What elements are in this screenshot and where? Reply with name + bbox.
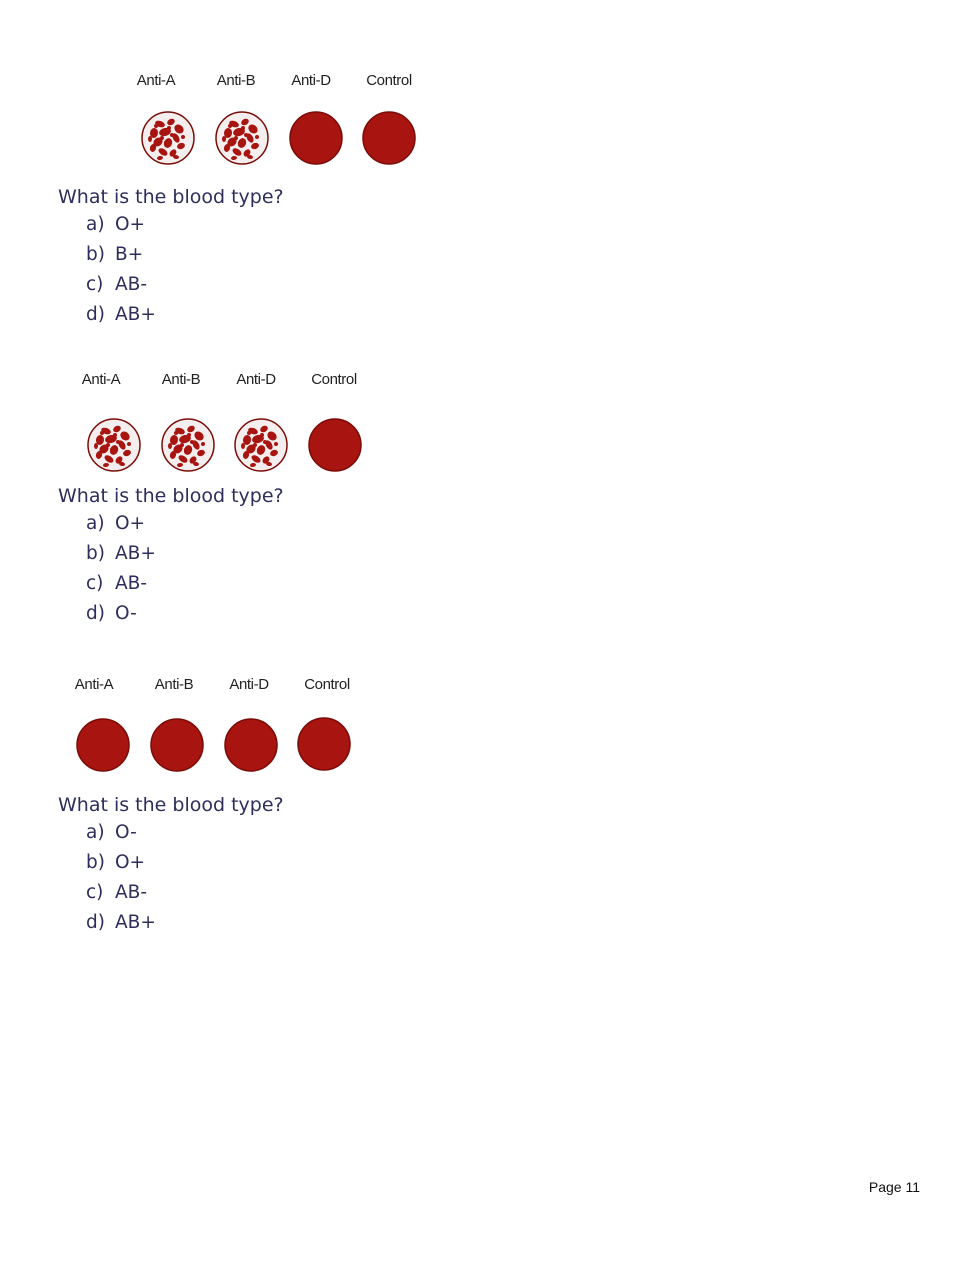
red-cell-clump: [148, 136, 152, 142]
red-cell-clump: [222, 136, 226, 142]
well-drop: [151, 719, 203, 771]
label-control: Control: [366, 72, 412, 89]
red-cell-clump: [94, 443, 98, 449]
agglutinated-well: [214, 110, 270, 166]
option-b[interactable]: b) O+: [86, 852, 146, 873]
question-text: What is the blood type?: [58, 485, 284, 507]
red-cell-clump: [174, 431, 178, 435]
well-anti-a: [140, 110, 196, 166]
blood-typing-card-1: [119, 72, 439, 192]
option-a[interactable]: a) O+: [86, 513, 146, 534]
label-anti-d: Anti-D: [229, 676, 269, 693]
option-b[interactable]: b) B+: [86, 244, 144, 265]
red-cell-clump: [260, 433, 264, 437]
label-control: Control: [311, 371, 357, 388]
red-cell-clump: [201, 442, 205, 446]
label-anti-b: Anti-B: [216, 72, 256, 89]
red-cell-clump: [181, 135, 185, 139]
red-cell-clump: [253, 443, 257, 447]
agglutinated-well: [140, 110, 196, 166]
well-drop: [309, 419, 361, 471]
well-anti-d: [288, 110, 344, 166]
solid-blood-well: [288, 110, 344, 166]
well-anti-d: [223, 717, 279, 773]
red-cell-clump: [247, 431, 251, 435]
agglutinated-well: [160, 417, 216, 473]
label-anti-b: Anti-B: [161, 371, 201, 388]
answer-options: [86, 818, 156, 938]
well-anti-b: [160, 417, 216, 473]
blood-typing-card-2: [64, 371, 384, 491]
well-anti-d: [233, 417, 289, 473]
red-cell-clump: [241, 443, 245, 449]
label-anti-d: Anti-D: [291, 72, 331, 89]
well-drop: [77, 719, 129, 771]
label-anti-a: Anti-A: [81, 371, 121, 388]
well-drop: [225, 719, 277, 771]
option-d[interactable]: d) AB+: [86, 304, 156, 325]
page-number: Page 11: [868, 1179, 920, 1195]
red-cell-clump: [170, 133, 174, 137]
option-a[interactable]: a) O-: [86, 822, 137, 843]
red-cell-clump: [241, 126, 245, 130]
option-b[interactable]: b) AB+: [86, 543, 156, 564]
red-cell-clump: [116, 440, 120, 444]
red-cell-clump: [180, 443, 184, 447]
red-cell-clump: [100, 431, 104, 435]
well-anti-a: [75, 717, 131, 773]
red-cell-clump: [167, 126, 171, 130]
red-cell-clump: [106, 443, 110, 447]
question-text: What is the blood type?: [58, 186, 284, 208]
red-cell-clump: [168, 443, 172, 449]
well-anti-b: [149, 717, 205, 773]
red-cell-clump: [127, 442, 131, 446]
well-drop: [363, 112, 415, 164]
red-cell-clump: [274, 442, 278, 446]
solid-blood-well: [307, 417, 363, 473]
solid-blood-well: [223, 717, 279, 773]
answer-options: [86, 509, 156, 629]
well-anti-a: [86, 417, 142, 473]
answer-options: [86, 210, 156, 330]
red-cell-clump: [113, 433, 117, 437]
red-cell-clump: [263, 440, 267, 444]
red-cell-clump: [228, 124, 232, 128]
well-control: [307, 417, 363, 473]
option-d[interactable]: d) O-: [86, 603, 137, 624]
option-c[interactable]: c) AB-: [86, 882, 148, 903]
well-anti-b: [214, 110, 270, 166]
solid-blood-well: [361, 110, 417, 166]
label-anti-b: Anti-B: [154, 676, 194, 693]
well-drop: [298, 718, 350, 770]
red-cell-clump: [255, 135, 259, 139]
label-anti-d: Anti-D: [236, 371, 276, 388]
well-control: [296, 716, 352, 772]
red-cell-clump: [244, 133, 248, 137]
red-cell-clump: [234, 136, 238, 140]
solid-blood-well: [296, 716, 352, 772]
red-cell-clump: [154, 124, 158, 128]
option-a[interactable]: a) O+: [86, 214, 146, 235]
well-drop: [290, 112, 342, 164]
red-cell-clump: [187, 433, 191, 437]
label-anti-a: Anti-A: [136, 72, 176, 89]
question-text: What is the blood type?: [58, 794, 284, 816]
label-control: Control: [304, 676, 350, 693]
well-control: [361, 110, 417, 166]
red-cell-clump: [190, 440, 194, 444]
option-c[interactable]: c) AB-: [86, 573, 148, 594]
agglutinated-well: [86, 417, 142, 473]
solid-blood-well: [75, 717, 131, 773]
red-cell-clump: [160, 136, 164, 140]
agglutinated-well: [233, 417, 289, 473]
solid-blood-well: [149, 717, 205, 773]
label-anti-a: Anti-A: [74, 676, 114, 693]
option-d[interactable]: d) AB+: [86, 912, 156, 933]
blood-typing-card-3: [57, 676, 377, 796]
option-c[interactable]: c) AB-: [86, 274, 148, 295]
